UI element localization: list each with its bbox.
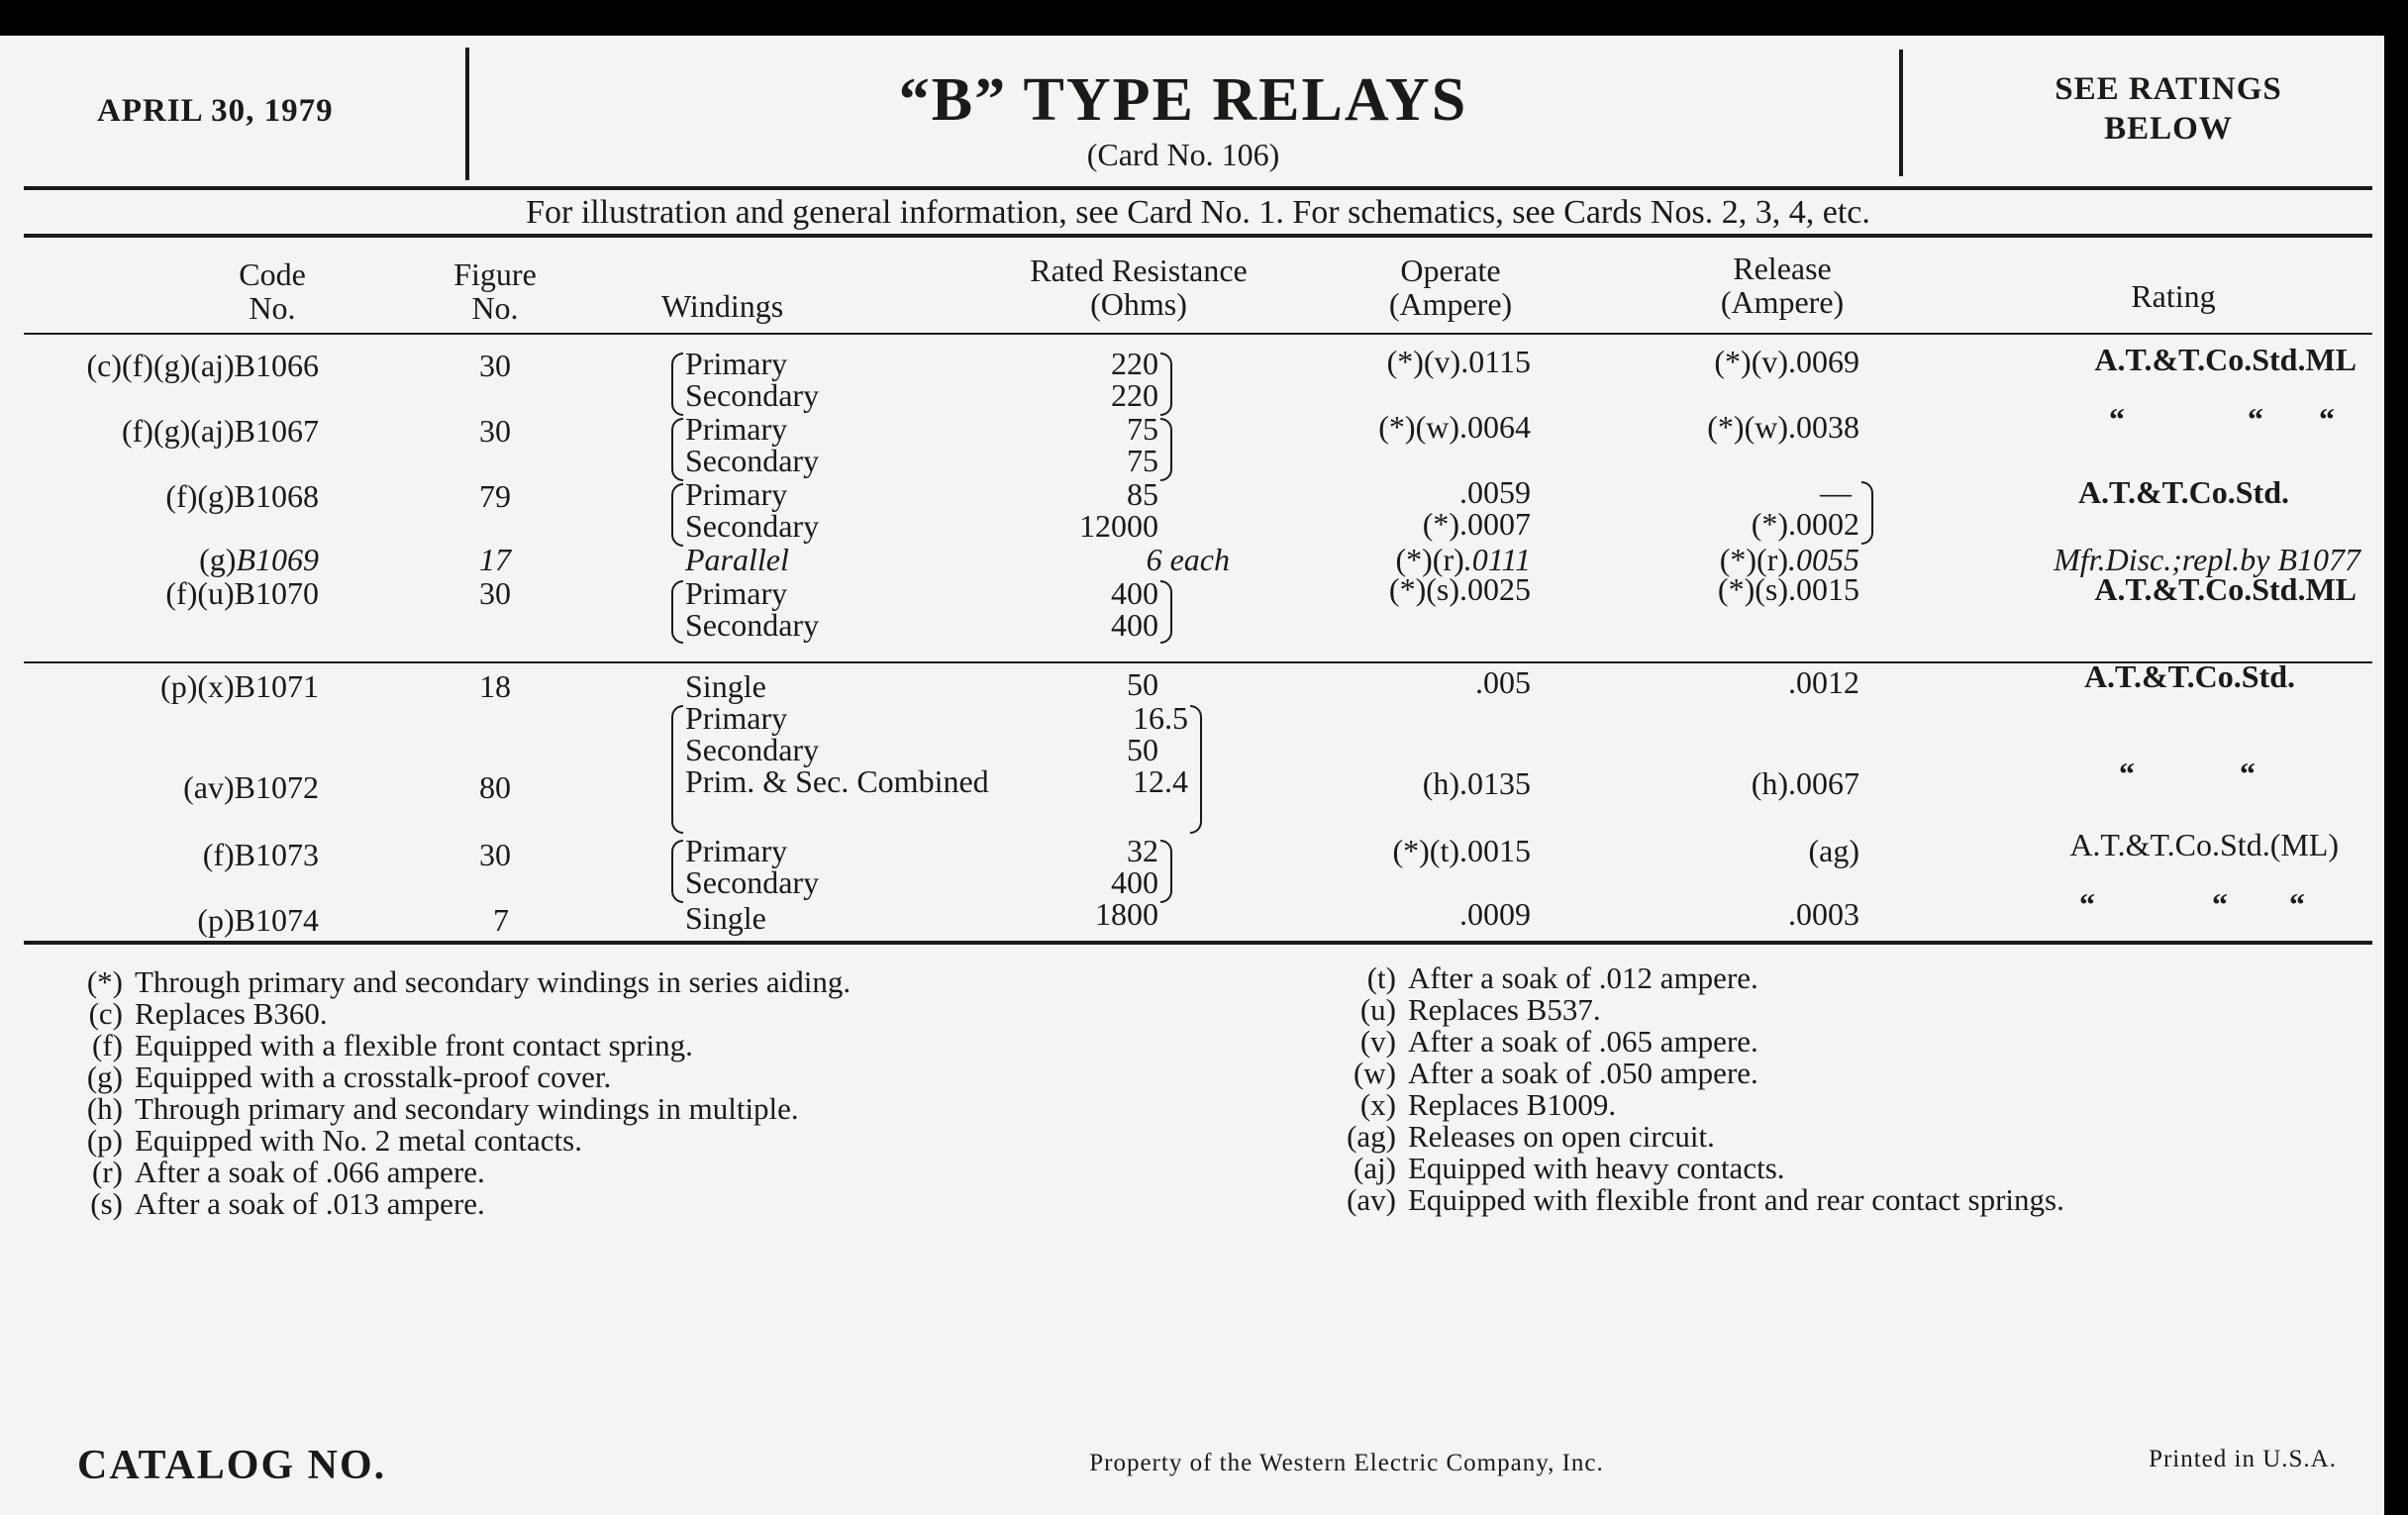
ditto-mark: “ <box>2119 756 2135 791</box>
operate-value: .0059 <box>1459 474 1531 510</box>
rating-value: A.T.&T.Co.Std. <box>2083 658 2295 694</box>
winding: Secondary <box>685 607 820 643</box>
footnotes-right <box>1321 962 2064 1216</box>
footnote-code: (p) <box>86 1123 123 1158</box>
footnote-code: (t) <box>1366 960 1396 995</box>
table-row-figure: 30 <box>479 348 511 383</box>
footnote-item <box>1321 1121 2064 1153</box>
operate-value: (h).0135 <box>1422 765 1531 801</box>
brace <box>671 705 683 834</box>
footnote-code: (v) <box>1359 1024 1396 1059</box>
col-rating: Rating <box>2131 278 2216 314</box>
resistance: 75 <box>1127 411 1158 447</box>
footnote-code: (x) <box>1359 1087 1396 1122</box>
footnote-item <box>1321 1089 2064 1121</box>
winding: Primary <box>685 833 788 868</box>
ditto-mark: “ <box>2240 756 2256 791</box>
col-windings: Windings <box>661 288 784 324</box>
table-row-code: (f)(u)B1070 <box>165 575 319 611</box>
ratings-note-line1: SEE RATINGS <box>2055 71 2282 107</box>
footnote-code: (av) <box>1347 1182 1396 1217</box>
footnote-code: (s) <box>90 1186 123 1221</box>
ditto-mark: “ <box>2289 886 2305 922</box>
table-row-figure: 79 <box>479 478 511 514</box>
brace <box>671 418 683 481</box>
release-value: (*)(r).0055 <box>1719 542 1859 577</box>
operate-value: (*)(s).0025 <box>1388 571 1531 607</box>
footnote-text: After a soak of .050 ampere. <box>1408 1056 1758 1090</box>
rule-info <box>24 234 2372 238</box>
table-row-figure: 17 <box>479 542 511 577</box>
resistance: 12000 <box>1079 508 1158 544</box>
brace <box>1160 353 1172 416</box>
footnote-code: (r) <box>92 1155 123 1189</box>
release-value: (*).0002 <box>1751 506 1859 542</box>
release-value: (*)(w).0038 <box>1707 409 1859 445</box>
brace <box>1160 840 1172 903</box>
rating-value: A.T.&T.Co.Std.ML <box>2094 571 2357 607</box>
operate-value: (*).0007 <box>1422 506 1531 542</box>
resistance: 75 <box>1127 443 1158 478</box>
ditto-mark: “ <box>2319 401 2335 437</box>
table-row-figure: 80 <box>479 769 511 805</box>
release-value: (ag) <box>1808 833 1859 868</box>
footnote-text: Equipped with No. 2 metal contacts. <box>135 1123 582 1158</box>
footnote-item <box>1321 1153 2064 1184</box>
footnote-text: Equipped with heavy contacts. <box>1408 1151 1785 1185</box>
winding: Secondary <box>685 732 820 767</box>
table-row-code: (f)(g)(aj)B1067 <box>121 413 319 449</box>
footnote-code: (*) <box>86 964 123 999</box>
footnotes-left <box>63 966 851 1220</box>
footnote-text: Replaces B537. <box>1408 992 1601 1027</box>
rating-value: A.T.&T.Co.Std.ML <box>2094 342 2357 377</box>
footnote-code: (g) <box>86 1060 123 1094</box>
footnote-item <box>63 1157 851 1188</box>
footnote-text: Equipped with a crosstalk-proof cover. <box>135 1060 612 1094</box>
footnote-text: After a soak of .066 ampere. <box>135 1155 485 1189</box>
col-resistance: Rated Resistance (Ohms) <box>1030 252 1248 322</box>
table-row-figure: 7 <box>493 902 509 938</box>
operate-value: .0009 <box>1459 896 1531 932</box>
brace <box>671 840 683 903</box>
footnote-item <box>63 1030 851 1061</box>
release-value: .0003 <box>1788 896 1859 932</box>
table-row-figure: 30 <box>479 413 511 449</box>
operate-value: (*)(v).0115 <box>1386 344 1531 379</box>
table-row-figure: 30 <box>479 575 511 611</box>
resistance: 85 <box>1127 476 1158 512</box>
ditto-mark: “ <box>2212 886 2228 922</box>
footnote-item <box>63 1125 851 1157</box>
footnote-text: After a soak of .065 ampere. <box>1408 1024 1758 1059</box>
winding: Secondary <box>685 377 820 413</box>
release-value: — <box>1820 474 1852 510</box>
brace <box>1160 580 1172 644</box>
resistance: 400 <box>1111 607 1158 643</box>
winding: Primary <box>685 575 788 611</box>
winding: Primary <box>685 411 788 447</box>
resistance: 220 <box>1111 377 1158 413</box>
resistance: 50 <box>1127 666 1158 702</box>
footnote-code: (f) <box>92 1028 123 1062</box>
footnote-text: Equipped with flexible front and rear contact springs. <box>1408 1182 2064 1217</box>
table-row-code: (p)B1074 <box>197 902 319 938</box>
winding: Primary <box>685 346 788 381</box>
footnote-text: Through primary and secondary windings in multiple. <box>135 1091 799 1126</box>
resistance: 6 each <box>1146 542 1230 577</box>
resistance: 32 <box>1127 833 1158 868</box>
footnote-item <box>63 998 851 1030</box>
operate-value: (*)(t).0015 <box>1392 833 1531 868</box>
footnote-code: (u) <box>1359 992 1396 1027</box>
release-value: .0012 <box>1788 664 1859 700</box>
brace <box>1160 418 1172 481</box>
col-figure: Figure No. <box>453 256 537 326</box>
relay-card <box>0 36 2384 1515</box>
resistance: 1800 <box>1095 896 1158 932</box>
ratings-note-line2: BELOW <box>2104 111 2233 147</box>
card-date: APRIL 30, 1979 <box>97 93 334 129</box>
resistance: 400 <box>1111 864 1158 900</box>
winding: Single <box>685 900 766 936</box>
rule-columns <box>24 333 2372 335</box>
footnote-item <box>1321 1184 2064 1216</box>
col-code: Code No. <box>239 256 306 326</box>
release-value: (h).0067 <box>1751 765 1859 801</box>
footnote-item <box>1321 1058 2064 1089</box>
footnote-text: Equipped with a flexible front contact spring. <box>135 1028 693 1062</box>
footnote-text: After a soak of .012 ampere. <box>1408 960 1758 995</box>
release-value: (*)(v).0069 <box>1714 344 1859 379</box>
footnote-text: Replaces B360. <box>135 996 328 1031</box>
footnote-item <box>63 1188 851 1220</box>
resistance: 16.5 <box>1133 700 1188 736</box>
resistance: 50 <box>1127 732 1158 767</box>
resistance: 12.4 <box>1133 763 1188 799</box>
brace <box>671 353 683 416</box>
footnote-code: (aj) <box>1353 1151 1396 1185</box>
footnote-code: (w) <box>1353 1056 1396 1090</box>
footnote-code: (ag) <box>1347 1119 1396 1154</box>
rating-value: Mfr.Disc.;repl.by B1077 <box>2054 542 2360 577</box>
footnote-item <box>63 1061 851 1093</box>
info-line: For illustration and general information, see Card No. 1. For schematics, see Cards Nos. 2, 3, 4, etc. <box>526 194 1870 231</box>
brace <box>671 580 683 644</box>
operate-value: (*)(w).0064 <box>1378 409 1531 445</box>
footnote-text: Replaces B1009. <box>1408 1087 1617 1122</box>
col-release: Release (Ampere) <box>1720 251 1845 320</box>
rating-value: A.T.&T.Co.Std.(ML) <box>2069 827 2339 862</box>
winding: Secondary <box>685 864 820 900</box>
winding: Prim. & Sec. Combined <box>685 763 989 799</box>
footnote-item <box>63 966 851 998</box>
release-value: (*)(s).0015 <box>1717 571 1859 607</box>
footnote-item <box>1321 994 2064 1026</box>
table-row-figure: 30 <box>479 837 511 872</box>
winding: Single <box>685 668 766 704</box>
catalog-number: CATALOG NO. <box>77 1443 387 1488</box>
brace <box>671 483 683 547</box>
table-row-code: (av)B1072 <box>183 769 319 805</box>
winding: Parallel <box>685 542 789 577</box>
footnote-text: After a soak of .013 ampere. <box>135 1186 485 1221</box>
table-row-code: (f)B1073 <box>202 837 319 872</box>
ditto-mark: “ <box>2109 401 2125 437</box>
table-row-figure: 18 <box>479 668 511 704</box>
winding: Primary <box>685 476 788 512</box>
footnote-item <box>1321 1026 2064 1058</box>
card-number: (Card No. 106) <box>1086 137 1280 172</box>
operate-value: (*)(r).0111 <box>1395 542 1531 577</box>
header-divider-right <box>1899 50 1903 176</box>
footnote-text: Releases on open circuit. <box>1408 1119 1715 1154</box>
table-row-code: (f)(g)B1068 <box>165 478 319 514</box>
footnote-item <box>63 1093 851 1125</box>
resistance: 220 <box>1111 346 1158 381</box>
operate-value: .005 <box>1475 664 1531 700</box>
footnote-code: (c) <box>88 996 123 1031</box>
rating-value: A.T.&T.Co.Std. <box>2077 474 2289 510</box>
footnote-text: Through primary and secondary windings in series aiding. <box>135 964 852 999</box>
ditto-mark: “ <box>2079 886 2095 922</box>
page-title: “B” TYPE RELAYS <box>898 66 1468 134</box>
property-note: Property of the Western Electric Company, Inc. <box>1089 1450 1604 1476</box>
footnote-code: (h) <box>86 1091 123 1126</box>
table-row-code: (g)B1069 <box>199 542 319 577</box>
rule-table-end <box>24 941 2372 945</box>
rule-header <box>24 186 2372 190</box>
ditto-mark: “ <box>2248 401 2263 437</box>
brace <box>1861 481 1873 545</box>
winding: Secondary <box>685 508 820 544</box>
footnote-item <box>1321 962 2064 994</box>
brace <box>1190 705 1202 834</box>
table-row-code: (p)(x)B1071 <box>160 668 319 704</box>
winding: Primary <box>685 700 788 736</box>
winding: Secondary <box>685 443 820 478</box>
col-operate: Operate (Ampere) <box>1388 252 1513 322</box>
table-row-code: (c)(f)(g)(aj)B1066 <box>86 348 319 383</box>
resistance: 400 <box>1111 575 1158 611</box>
printed-note: Printed in U.S.A. <box>2149 1446 2337 1472</box>
